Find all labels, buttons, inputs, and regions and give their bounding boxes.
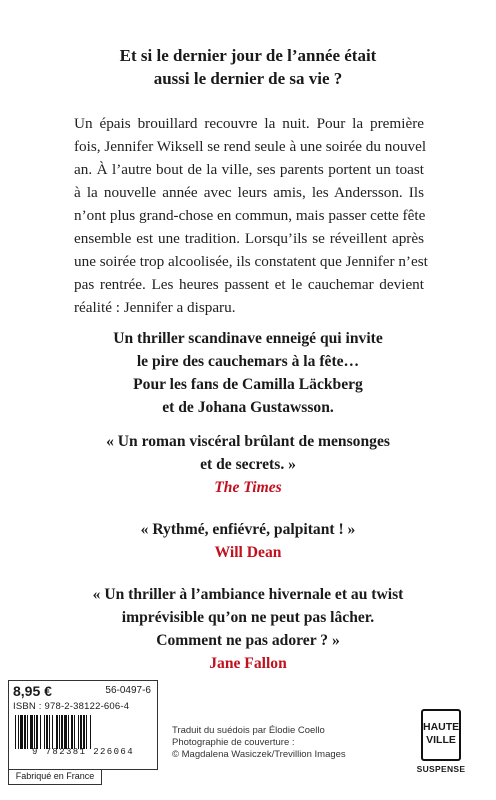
barcode-bar [71, 715, 73, 749]
synopsis [74, 112, 428, 319]
made-in-label: Fabriqué en France [8, 770, 102, 785]
barcode-bar [18, 715, 19, 749]
publisher-logo [421, 709, 461, 761]
barcode-bar [83, 715, 85, 749]
barcode-bar [20, 715, 23, 749]
credit-line: Traduit du suédois par Élodie Coello [172, 725, 325, 736]
quote-line: « Un thriller à l’ambiance hivernale et au twist [92, 586, 404, 603]
barcode-bar [68, 715, 69, 749]
synopsis-line: an. À l’autre bout de la ville, ses parents portent un toast [74, 161, 424, 178]
barcode-bar [40, 715, 41, 749]
barcode-bar [34, 715, 35, 749]
barcode-number: 9 782381 226064 [31, 747, 134, 757]
barcode-bar [30, 715, 33, 749]
synopsis-line: ensemble est une tradition. Lorsqu’ils se réveillent après [74, 230, 424, 247]
press-quote [0, 583, 496, 675]
pitch-line: le pire des cauchemars à la fête… [136, 353, 360, 370]
pitch-line: Pour les fans de Camilla Läckberg [133, 376, 363, 393]
synopsis-line: une soirée trop alcoolisée, ils constatent que Jennifer n’est [74, 253, 428, 270]
quote-line: Comment ne pas adorer ? » [156, 632, 340, 649]
price: 8,95 € [13, 683, 52, 699]
barcode-bar [74, 715, 75, 749]
barcode-bar [78, 715, 79, 749]
barcode-bar [80, 715, 82, 749]
logo-text: HAUTE [423, 721, 460, 733]
headline-line: aussi le dernier de sa vie ? [153, 69, 343, 88]
synopsis-line: Un épais brouillard recouvre la nuit. Pour la première [74, 115, 424, 132]
price-line [13, 683, 153, 699]
barcode-bar [49, 715, 50, 749]
headline-line: Et si le dernier jour de l’année était [119, 46, 377, 65]
quote-source: Jane Fallon [209, 655, 287, 672]
price-barcode-box [8, 680, 158, 770]
barcode-bar [44, 715, 45, 749]
marketing-pitch [0, 327, 496, 419]
barcode-bar [56, 715, 58, 749]
synopsis-line: pas rentrée. Les heures passent et le cauchemar devient [74, 276, 424, 293]
barcode-bar [64, 715, 67, 749]
barcode [13, 715, 153, 749]
quote-line: « Un roman viscéral brûlant de mensonges [106, 433, 390, 450]
synopsis-line: réalité : Jennifer a disparu. [74, 299, 236, 316]
barcode-bar [61, 715, 63, 749]
barcode-bar [24, 715, 26, 749]
collection-name: SUSPENSE [416, 764, 466, 774]
quote-line: imprévisible qu’on ne peut pas lâcher. [121, 609, 375, 626]
barcode-bar [90, 715, 91, 749]
press-quote [0, 518, 496, 564]
barcode-bar [59, 715, 60, 749]
barcode-bar [15, 715, 16, 749]
credit-line: © Magdalena Wasiczek/Trevillion Images [172, 749, 346, 760]
barcode-bar [27, 715, 28, 749]
barcode-bar [86, 715, 87, 749]
barcode-bar [36, 715, 38, 749]
synopsis-line: fois, Jennifer Wiksell se rend seule à une soirée du nouvel [74, 138, 427, 155]
press-quote [0, 430, 496, 499]
quote-source: The Times [214, 479, 282, 496]
synopsis-line: n’ont plus grand-chose en commun, mais passer cette fête [74, 207, 426, 224]
logo-text: VILLE [426, 734, 456, 746]
credits [172, 725, 392, 761]
product-code: 56-0497-6 [105, 685, 151, 696]
back-cover-headline [0, 44, 496, 90]
pitch-line: Un thriller scandinave enneigé qui invite [113, 330, 383, 347]
synopsis-line: à la nouvelle année avec leurs amis, les Andersson. Ils [74, 184, 424, 201]
credit-line: Photographie de couverture : [172, 737, 295, 748]
barcode-bar [52, 715, 53, 749]
isbn: ISBN : 978-2-38122-606-4 [13, 701, 130, 712]
quote-source: Will Dean [214, 544, 282, 561]
quote-line: et de secrets. » [200, 456, 296, 473]
pitch-line: et de Johana Gustawsson. [162, 399, 334, 416]
quote-line: « Rythmé, enfiévré, palpitant ! » [140, 521, 356, 538]
barcode-bar [46, 715, 48, 749]
